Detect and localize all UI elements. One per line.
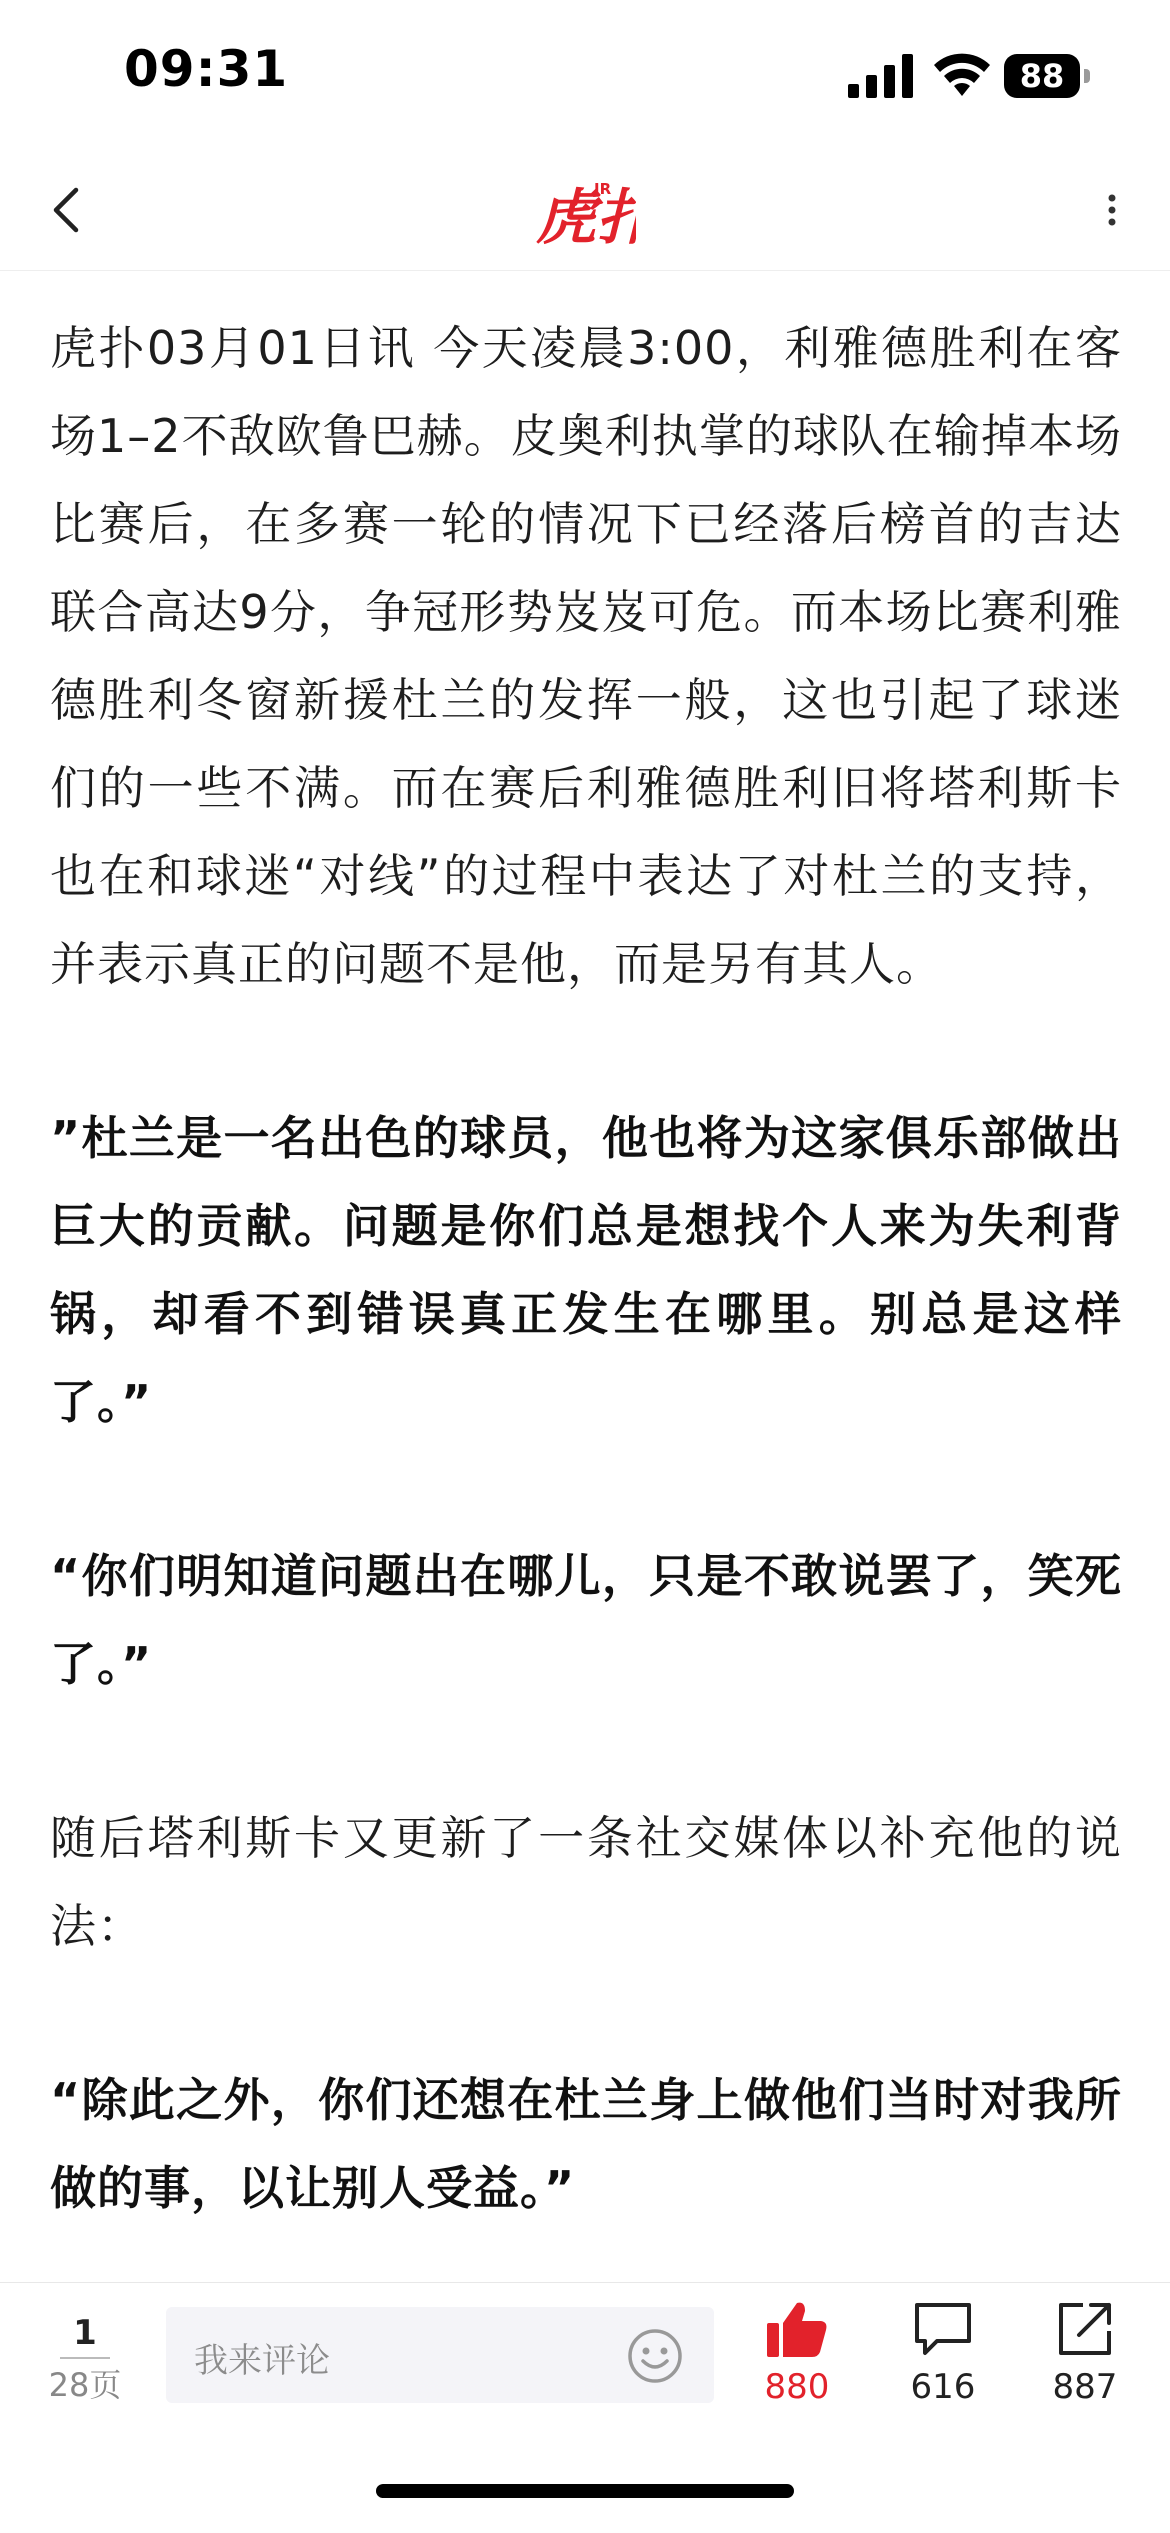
like-count: 880 [764, 2367, 830, 2407]
thumbs-up-icon [765, 2299, 829, 2359]
article-body [50, 304, 1122, 2232]
comment-placeholder: 我来评论 [194, 2341, 330, 2381]
status-time: 09:31 [124, 40, 289, 98]
quote-paragraph: “除此之外，你们还想在杜兰身上做他们当时对我所做的事，以让别人受益。” [50, 2073, 1122, 2215]
battery-icon [1004, 54, 1090, 98]
more-icon[interactable] [1092, 178, 1132, 242]
wifi-icon [932, 50, 992, 98]
comment-icon [911, 2299, 975, 2359]
comment-count: 616 [910, 2367, 976, 2407]
logo-text: 虎 [536, 183, 596, 248]
like-button[interactable] [742, 2299, 852, 2409]
signal-icon [848, 54, 914, 98]
article-paragraph: 随后塔利斯卡又更新了一条社交媒体以补充他的说法： [50, 1811, 1122, 1953]
quote-paragraph: ”杜兰是一名出色的球员，他也将为这家俱乐部做出巨大的贡献。问题是你们总是想找个人来为失利背锅，却看不到错误真正发生在哪里。别总是这样了。” [50, 1111, 1122, 1429]
page-current: 1 [73, 2313, 97, 2353]
share-count: 887 [1052, 2367, 1118, 2407]
share-icon [1053, 2299, 1117, 2359]
share-button[interactable] [1030, 2299, 1140, 2409]
comment-input[interactable] [166, 2307, 714, 2403]
back-icon[interactable] [36, 178, 100, 242]
logo-badge: JR [594, 180, 612, 198]
home-indicator[interactable] [376, 2484, 794, 2498]
nav-bar [0, 150, 1170, 271]
page-total: 28页 [48, 2366, 122, 2404]
article-paragraph: 虎扑03月01日讯 今天凌晨3:00，利雅德胜利在客场1–2不敌欧鲁巴赫。皮奥利执掌的球队在输掉本场比赛后，在多赛一轮的情况下已经落后榜首的吉达联合高达9分，争冠形势岌岌可危。而本场比赛利雅德胜利冬窗新援杜兰的发挥一般，这也引起了球迷们的一些不满。而在赛后利雅德胜利旧将塔利斯卡也在和球迷“对线”的过程中表达了对杜兰的支持，并表示真正的问题不是他，而是另有其人。 [50, 321, 1122, 991]
hupu-logo [536, 172, 636, 248]
quote-paragraph: “你们明知道问题出在哪儿，只是不敢说罢了，笑死了。” [50, 1549, 1122, 1691]
page-indicator[interactable] [30, 2313, 140, 2413]
emoji-icon[interactable] [626, 2327, 684, 2385]
status-bar [0, 0, 1170, 150]
comment-button[interactable] [888, 2299, 998, 2409]
battery-level: 88 [1004, 54, 1080, 98]
